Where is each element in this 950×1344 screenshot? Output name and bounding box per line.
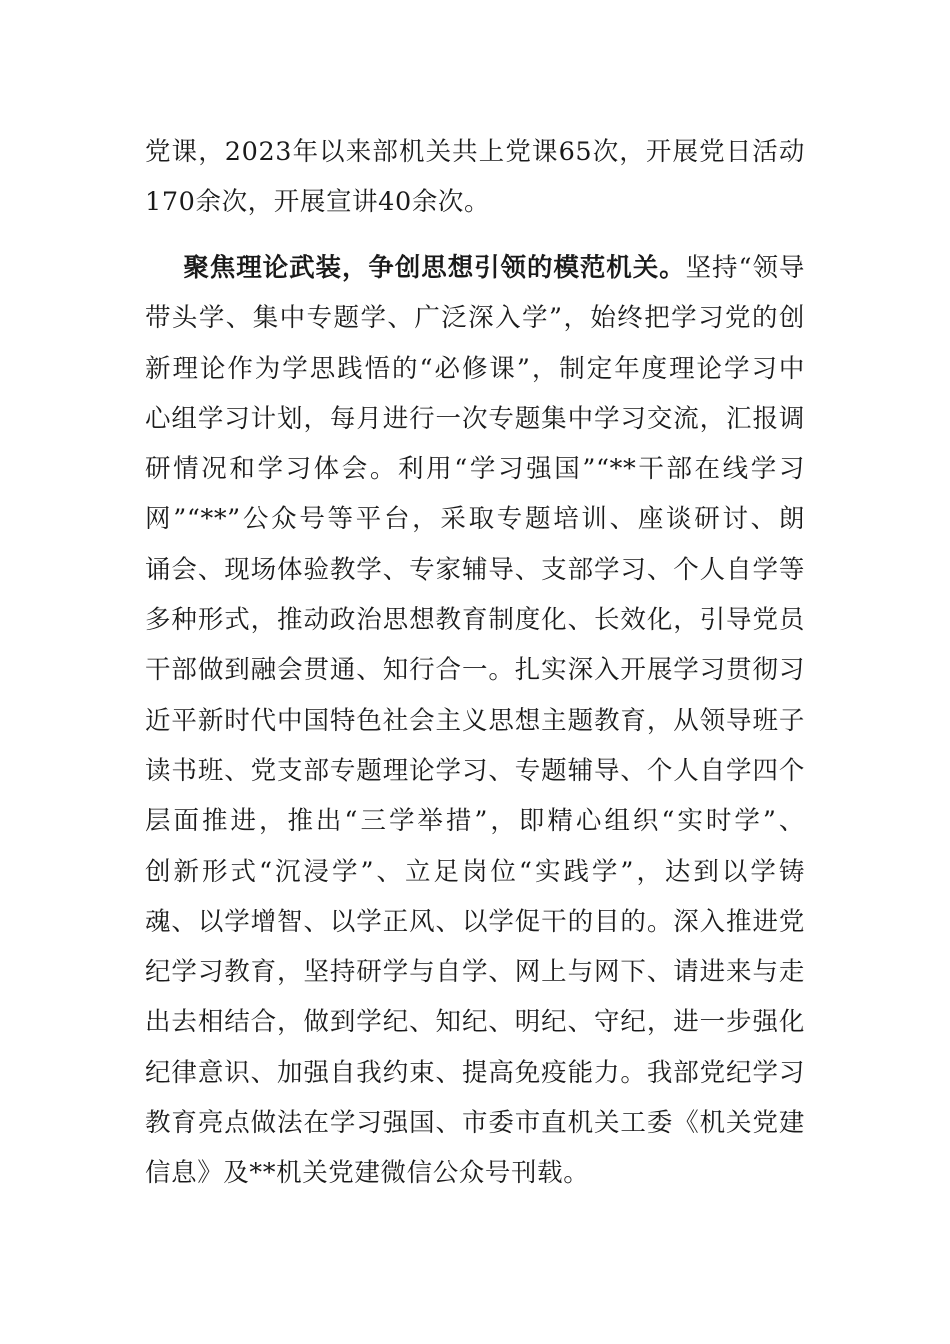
text-line: 带头学、集中专题学、广泛深入学”，始终把学习党的创 (145, 303, 805, 334)
text-line: 创新形式“沉浸学”、立足岗位“实践学”，达到以学铸 (145, 856, 805, 887)
text-line: 近平新时代中国特色社会主义思想主题教育，从领导班子 (145, 705, 805, 736)
text-line: 诵会、现场体验教学、专家辅导、支部学习、个人自学等 (145, 554, 805, 585)
text-line: 读书班、党支部专题理论学习、专题辅导、个人自学四个 (145, 755, 805, 786)
text-line: 干部做到融会贯通、知行合一。扎实深入开展学习贯彻习 (145, 655, 805, 686)
paragraph-2 (145, 243, 805, 1199)
text-line: 研情况和学习体会。利用“学习强国”“**干部在线学习 (145, 454, 805, 485)
text-line: 魂、以学增智、以学正风、以学促干的目的。深入推进党 (145, 906, 805, 937)
paragraph-1 (145, 127, 805, 228)
text-line: 新理论作为学思践悟的“必修课”，制定年度理论学习中 (145, 353, 805, 384)
text-line: 心组学习计划，每月进行一次专题集中学习交流，汇报调 (145, 403, 805, 434)
text-line: 纪学习教育，坚持研学与自学、网上与网下、请进来与走 (145, 957, 805, 988)
text-line: 出去相结合，做到学纪、知纪、明纪、守纪，进一步强化 (145, 1007, 805, 1038)
text-line: 信息》及**机关党建微信公众号刊载。 (145, 1158, 590, 1189)
text-run: 坚持“领导 (685, 253, 805, 283)
paragraph-first-line (145, 243, 805, 293)
text-line: 纪律意识、加强自我约束、提高免疫能力。我部党纪学习 (145, 1057, 805, 1088)
text-line: 多种形式，推动政治思想教育制度化、长效化，引导党员 (145, 605, 805, 636)
text-line: 层面推进，推出“三学举措”，即精心组织“实时学”、 (145, 806, 805, 837)
text-line: 170余次，开展宣讲40余次。 (145, 187, 491, 218)
text-line: 教育亮点做法在学习强国、市委市直机关工委《机关党建 (145, 1108, 805, 1139)
text-line: 网”“**”公众号等平台，采取专题培训、座谈研讨、朗 (145, 504, 805, 535)
text-line: 党课，2023年以来部机关共上党课65次，开展党日活动 (145, 137, 805, 167)
paragraph-heading: 聚焦理论武装，争创思想引领的模范机关。 (183, 253, 686, 283)
